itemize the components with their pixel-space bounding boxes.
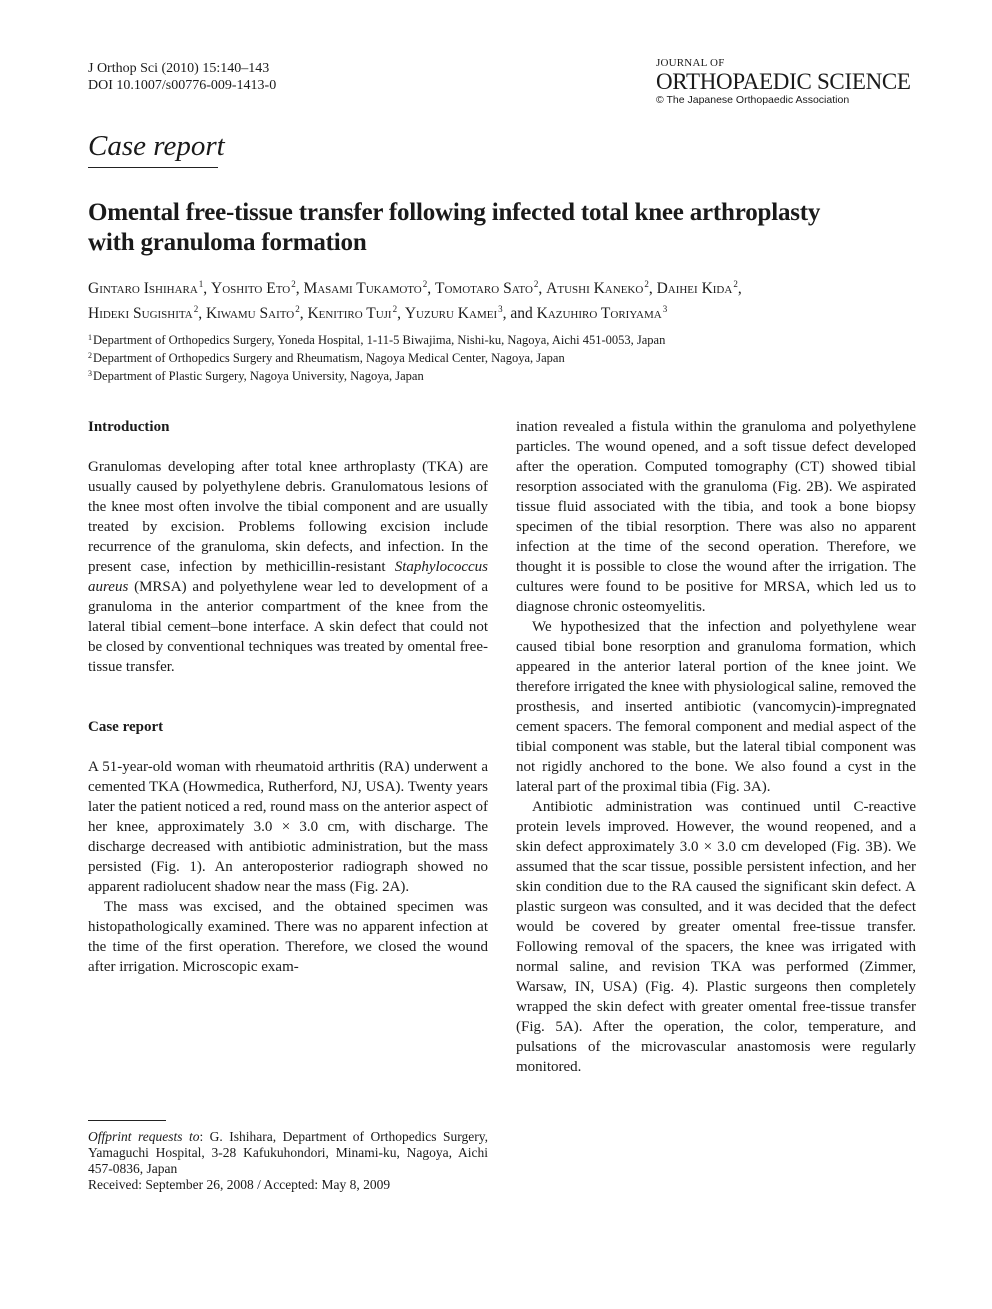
- left-column: [88, 417, 488, 977]
- affiliation-text: Department of Orthopedics Surgery, Yoneda Hospital, 1-11-5 Biwajima, Nishi-ku, Nagoya, Aichi 451-0053, Japan: [93, 333, 666, 347]
- affiliation-num: 1: [88, 333, 92, 342]
- author-sep: , and: [502, 305, 537, 322]
- author-affil-sup: 3: [662, 304, 668, 314]
- journal-name: ORTHOPAEDIC SCIENCE: [656, 69, 911, 94]
- paragraph: The mass was excised, and the obtained specimen was histopathologically examined. There was no apparent infection at the time of the first operation. Therefore, we closed the wound after irrigation. Microscopic exam-: [88, 899, 488, 975]
- offprint-text: : G. Ishihara, Department of Orthopedics Surgery, Yamaguchi Hospital, 3-28 Kafukuhondori, Minami-ku, Nagoya, Aichi 457-0836, Japan: [88, 1129, 488, 1176]
- paragraph: Antibiotic administration was continued until C-reactive protein levels improved. However, the wound reopened, and a skin defect approximately 3.0 × 3.0 cm developed (Fig. 3B). We assumed that the scar tissue, possible persistent infection, and her skin condition due to the RA caused the significant skin defect. A plastic surgeon was consulted, and it was decided that the defect would be covered by greater omental free-tissue transfer. Following removal of the spacers, the knee was irrigated with normal saline, and revision TKA was performed (Zimmer, Warsaw, IN, USA) (Fig. 4). Plastic surgeons then completely wrapped the skin defect with greater omental free-tissue transfer (Fig. 5A). After the operation, the color, temperature, and pulsations of the microvascular anastomosis were regularly monitored.: [516, 799, 916, 1075]
- author-affil-sup: 2: [392, 304, 398, 314]
- author-sep: ,: [427, 280, 436, 297]
- author-sep: ,: [299, 305, 308, 322]
- author-sep: ,: [203, 280, 212, 297]
- author-name: Atushi Kaneko: [546, 280, 644, 297]
- author-sep: ,: [737, 280, 742, 297]
- author-name: Hideki Sugishita: [88, 305, 193, 322]
- affiliation: [88, 348, 928, 366]
- affiliation: [88, 330, 928, 348]
- paragraph-text: Granulomas developing after total knee arthroplasty (TKA) are usually caused by polyethylene debris. Granulomatous lesions of the knee most often involve the tibial component and are usually treated by excision. Problems following excision include recurrence of the granuloma, skin defects, and infection. In the present case, infection by methicillin-resistant: [88, 459, 488, 575]
- citation-line: J Orthop Sci (2010) 15:140–143: [88, 61, 270, 76]
- author-sep: ,: [198, 305, 206, 322]
- author-affil-sup: 2: [422, 279, 428, 289]
- right-column: [516, 417, 916, 1077]
- author-name: Daihei Kida: [656, 280, 733, 297]
- title-line: Omental free-tissue transfer following infected total knee arthroplasty: [88, 199, 821, 226]
- affiliation-text: Department of Orthopedics Surgery and Rheumatism, Nagoya Medical Center, Nagoya, Japan: [93, 351, 565, 365]
- author-line: [88, 274, 928, 299]
- received-dates: Received: September 26, 2008 / Accepted: May 8, 2009: [88, 1177, 391, 1192]
- section-heading-introduction: Introduction: [88, 419, 170, 435]
- author-list: [88, 274, 928, 324]
- paragraph: [88, 457, 488, 677]
- citation-block: [88, 60, 276, 94]
- journal-logo: [656, 58, 918, 107]
- footnote: [88, 1129, 488, 1193]
- article-title: [88, 198, 928, 258]
- article-type: Case report: [88, 130, 225, 162]
- author-line: [88, 299, 928, 324]
- paragraph: ination revealed a fistula within the granuloma and polyethylene particles. The wound opened, and a soft tissue defect developed after the operation. Computed tomography (CT) showed tibial resorption associated with the granuloma (Fig. 2B). We aspirated tissue fluid associated with the tibia, and took a bone biopsy specimen of the tibial resorption. There was also no apparent infection at the time of the second operation. Therefore, we thought it is possible to close the wound after the irrigation. The cultures were found to be positive for MRSA, which led us to diagnose chronic osteomyelitis.: [516, 419, 916, 615]
- author-name: Yuzuru Kamei: [404, 305, 498, 322]
- affiliation-list: [88, 330, 928, 384]
- author-sep: ,: [295, 280, 304, 297]
- article-type-rule: [88, 167, 218, 168]
- species-name: Staphylococcus aureus: [88, 559, 488, 595]
- author-name: Yoshito Eto: [211, 280, 291, 297]
- section-heading-case-report: Case report: [88, 719, 164, 735]
- footnote-rule: [88, 1120, 166, 1121]
- journal-prefix: JOURNAL OF: [656, 57, 725, 69]
- author-sep: ,: [648, 280, 657, 297]
- affiliation-num: 2: [88, 351, 92, 360]
- title-line: with granuloma formation: [88, 229, 367, 256]
- paragraph: We hypothesized that the infection and polyethylene wear caused tibial bone resorption and granuloma formation, which appeared in the anterior lateral portion of the knee joint. We therefore irrigated the knee with physiological saline, removed the prosthesis, and inserted antibiotic (vancomycin)-impregnated cement spacers. The femoral component and medial aspect of the tibial component was stable, but the lateral tibial component was not rigidly anchored to the bone. We also found a cyst in the lateral part of the proximal tibia (Fig. 3A).: [516, 619, 916, 795]
- author-name: Kenitiro Tuji: [307, 305, 392, 322]
- author-affil-sup: 2: [193, 304, 199, 314]
- author-name: Tomotaro Sato: [435, 280, 533, 297]
- author-sep: ,: [538, 280, 547, 297]
- affiliation-text: Department of Plastic Surgery, Nagoya University, Nagoya, Japan: [93, 369, 424, 383]
- author-affil-sup: 2: [733, 279, 738, 289]
- author-name: Kiwamu Saito: [205, 305, 295, 322]
- author-sep: ,: [397, 305, 405, 322]
- author-affil-sup: 2: [295, 304, 300, 314]
- doi-line: DOI 10.1007/s00776-009-1413-0: [88, 78, 277, 93]
- author-affil-sup: 2: [291, 279, 296, 289]
- journal-copyright: © The Japanese Orthopaedic Association: [656, 94, 850, 106]
- author-affil-sup: 1: [198, 279, 204, 289]
- paragraph: A 51-year-old woman with rheumatoid arthritis (RA) underwent a cemented TKA (Howmedica, Rutherford, NJ, USA). Twenty years later the patient noticed a red, round mass on the anterior aspect of her knee, approximately 3.0 × 3.0 cm, with discharge. The discharge decreased with antibiotic administration, but the mass persisted (Fig. 1). An anteroposterior radiograph showed no apparent radiolucent shadow near the mass (Fig. 2A).: [88, 759, 488, 895]
- author-name: Kazuhiro Toriyama: [536, 305, 662, 322]
- paragraph-text: (MRSA) and polyethylene wear led to development of a granuloma in the anterior compartment of the knee from the lateral tibial cement–bone interface. A skin defect that could not be closed by conventional techniques was treated by omental free-tissue transfer.: [88, 579, 488, 675]
- author-affil-sup: 2: [644, 279, 649, 289]
- author-name: Masami Tukamoto: [303, 280, 422, 297]
- author-name: Gintaro Ishihara: [88, 280, 198, 297]
- offprint-note: [88, 1129, 488, 1177]
- affiliation: [88, 366, 928, 384]
- author-affil-sup: 3: [498, 304, 503, 314]
- offprint-label: Offprint requests to: [88, 1129, 200, 1144]
- affiliation-num: 3: [88, 369, 92, 378]
- author-affil-sup: 2: [533, 279, 539, 289]
